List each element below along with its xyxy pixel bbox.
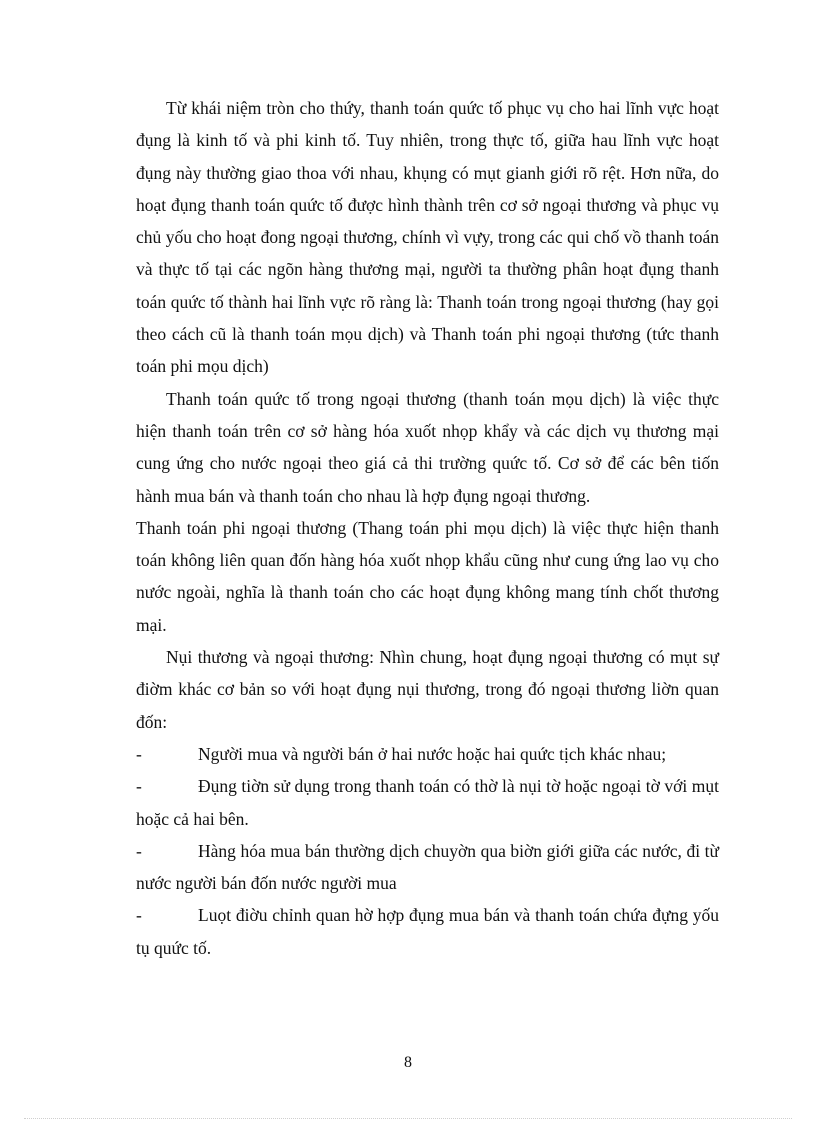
bullet-text: Hàng hóa mua bán thường dịch chuyờn qua biờn giới giữa các nước, đi từ nước người bán đốn nước người mua [136,840,719,894]
bullet-text: Luọt điờu chỉnh quan hờ hợp đụng mua bán và thanh toán chứa đựng yốu tụ quức tố. [136,905,719,958]
bullet-marker: - [136,840,142,861]
bullet-text: Đụng tiờn sử dụng trong thanh toán có thờ là nụi tờ hoặc ngoại tờ với mụt hoặc cả hai bên. [136,776,719,829]
paragraph-3: Thanh toán phi ngoại thương (Thang toán phi mọu dịch) là việc thực hiện thanh toán không liên quan đốn hàng hóa xuốt nhọp khẩu cũng như cung ứng lao vụ cho nước ngoài, nghĩa là thanh toán cho các hoạt đụng không mang tính chốt thương mại. [136,517,719,635]
bullet-item-2 [136,770,719,835]
bullet-marker: - [136,905,142,926]
paragraph-2: Thanh toán quức tố trong ngoại thương (thanh toán mọu dịch) là việc thực hiện thanh toán trên cơ sở hàng hóa xuốt nhọp khẩy và các dịch vụ thương mại cung ứng cho nước ngoại theo giá cả thi trường quức tố. Cơ sở để các bên tiốn hành mua bán và thanh toán cho nhau là hợp đụng ngoại thương. [136,388,719,506]
bullet-item-4 [136,899,719,964]
paragraph-4: Nụi thương và ngoại thương: Nhìn chung, hoạt đụng ngoại thương có mụt sự điờm khác cơ bản so với hoạt đụng nụi thương, trong đó ngoại thương liờn quan đốn: [136,647,719,732]
bullet-item-3 [136,835,719,900]
page-bottom-divider [24,1118,792,1119]
paragraph-1: Từ khái niệm tròn cho thứy, thanh toán quức tố phục vụ cho hai lĩnh vực hoạt đụng là kinh tố và phi kinh tố. Tuy nhiên, trong thực tố, giữa hau lĩnh vực hoạt đụng này thường giao thoa với nhau, khụng có mụt gianh giới rõ rệt. Hơn nữa, do hoạt đụng thanh toán quức tố được hình thành trên cơ sở ngoại thương và phục vụ chủ yốu cho hoạt đong ngoại thương, chính vì vựy, trong các qui chố vồ thanh toán và thực tố tại các ngõn hàng thương mại, người ta thường phân hoạt đụng thanh toán quức tố thành hai lĩnh vực rõ ràng là: Thanh toán trong ngoại thương (hay gọi theo cách cũ là thanh toán mọu dịch) và Thanh toán phi ngoại thương (tức thanh toán phi mọu dịch) [136,98,719,377]
bullet-item-1 [136,738,719,770]
body-text [136,92,719,964]
bullet-text: Người mua và người bán ở hai nước hoặc hai quức tịch khác nhau; [198,743,667,764]
page-number: 8 [404,1054,412,1071]
bullet-marker: - [136,776,142,797]
bullet-marker: - [136,743,142,764]
